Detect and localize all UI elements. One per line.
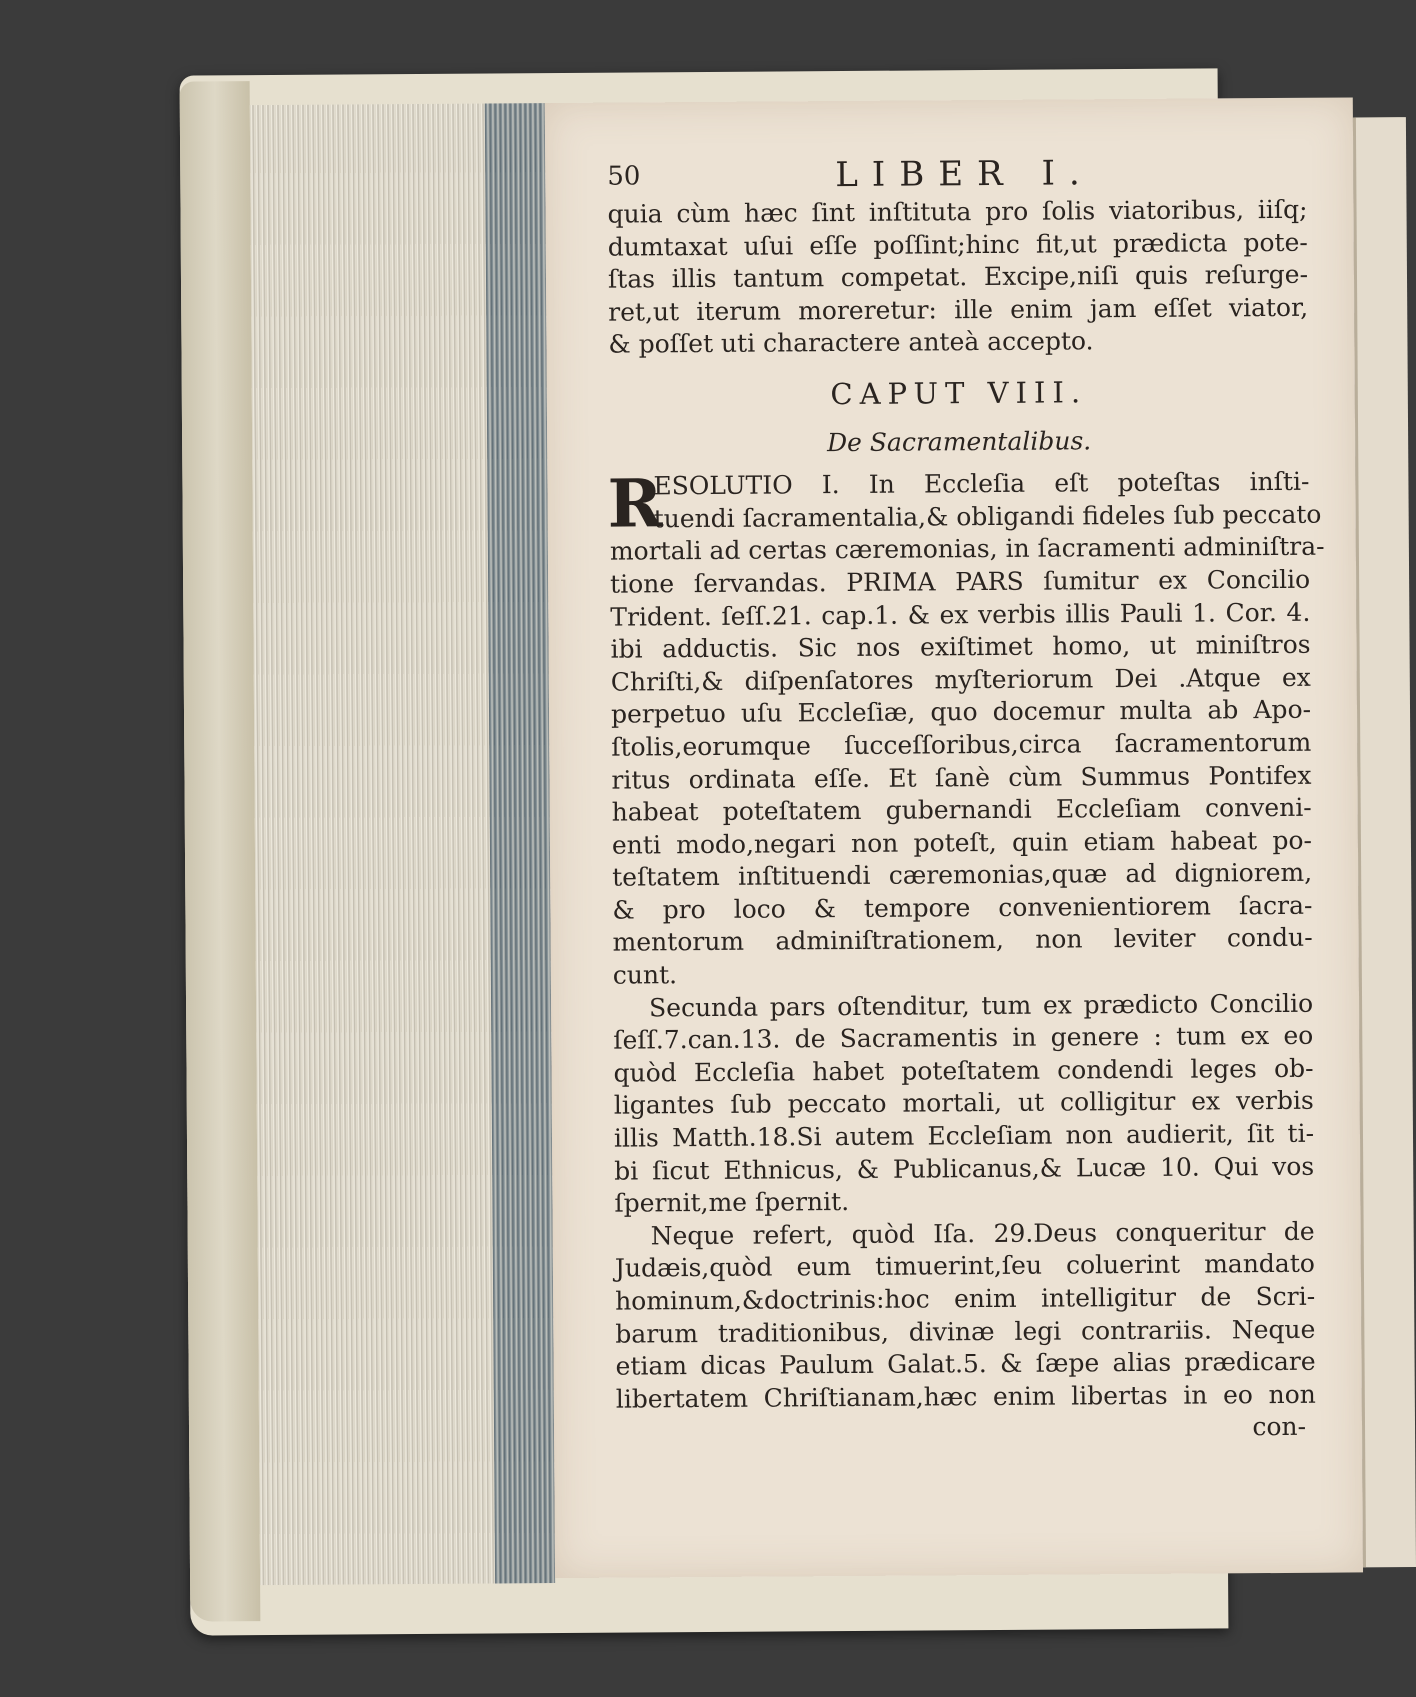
text-line: etiam dicas Paulum Galat.5. & ſæpe alias prædicare bbox=[615, 1346, 1316, 1381]
secunda-paragraph bbox=[613, 987, 1315, 1220]
text-line: cunt. bbox=[612, 960, 678, 990]
text-line: quòd Eccleſia habet poteſtatem condendi leges ob- bbox=[613, 1053, 1314, 1088]
book-spine-edge bbox=[180, 81, 261, 1621]
text-line: tuendi ſacramentalia,& obligandi fideles ſub peccato bbox=[653, 499, 1322, 534]
text-line: dumtaxat uſui eſſe poſſint;hinc fit,ut prædicta pote- bbox=[607, 227, 1308, 262]
text-line: Neque refert, quòd Iſa. 29.Deus conqueritur de bbox=[650, 1216, 1315, 1251]
paragraph-opening bbox=[607, 194, 1308, 362]
text-line: mentorum adminiſtrationem, non leviter condu- bbox=[612, 923, 1313, 958]
text-line: ret,ut iterum moreretur: ille enim jam eſſet viator, bbox=[608, 292, 1309, 327]
text-line: perpetuo uſu Eccleſiæ, quo docemur multa ab Apo- bbox=[610, 695, 1312, 729]
text-line: & poſſet uti charactere anteà accepto. bbox=[608, 326, 1094, 360]
text-line: ligantes ſub peccato mortali, ut colligitur ex verbis bbox=[613, 1086, 1314, 1121]
running-head: LIBER I. bbox=[835, 153, 1094, 196]
resolution-opening bbox=[607, 464, 1322, 543]
facing-page-edge bbox=[1353, 117, 1416, 1567]
text-line: Secunda pars oſtenditur, tum ex prædicto Concilio bbox=[648, 988, 1314, 1023]
text-line: bi ſicut Ethnicus, & Publicanus,& Lucæ 10. Qui vos bbox=[614, 1151, 1315, 1186]
text-line: quia cùm hæc ſint inſtituta pro ſolis viatoribus, iiſq; bbox=[607, 194, 1308, 229]
text-line: enti modo,negari non poteſt, quin etiam habeat po- bbox=[611, 825, 1313, 860]
text-line: & pro loco & tempore convenientiorem ſacra- bbox=[612, 890, 1313, 925]
text-line: libertatem Chriſtianam,hæc enim libertas in eo non bbox=[615, 1379, 1316, 1414]
text-line: Trident. ſeſſ.21. cap.1. & ex verbis illis Pauli 1. Cor. 4. bbox=[610, 597, 1311, 632]
text-line: ritus ordinata eſſe. Et ſanè cùm Summus Pontifex bbox=[611, 760, 1312, 795]
text-line: ſtolis,eorumque ſucceſſoribus,circa ſacramentorum bbox=[611, 727, 1312, 762]
text-line: mortali ad certas cæremonias, in ſacramenti adminiſtra- bbox=[609, 532, 1325, 566]
book-page bbox=[545, 97, 1363, 1578]
text-line: habeat poteſtatem gubernandi Eccleſiam conveni- bbox=[611, 792, 1312, 827]
resolution-paragraph bbox=[607, 464, 1325, 992]
text-line: barum traditionibus, divinæ legi contrariis. Neque bbox=[615, 1314, 1316, 1349]
text-line: teſtatem inſtituendi cæremonias,quæ ad digniorem, bbox=[612, 858, 1313, 892]
text-line: ESOLUTIO I. In Eccleſia eſt poteſtas inſti- bbox=[653, 466, 1310, 501]
text-line: tione ſervandas. PRIMA PARS ſumitur ex Concilio bbox=[610, 564, 1311, 599]
chapter-heading: CAPUT VIII. bbox=[830, 375, 1088, 412]
text-line: ſtas illis tantum competat. Excipe,niſi quis reſurge- bbox=[607, 259, 1309, 294]
text-line: Judæis,quòd eum timuerint,ſeu coluerint mandato bbox=[614, 1249, 1315, 1284]
text-line: ibi adductis. Sic nos exiſtimet homo, ut miniſtros bbox=[610, 629, 1311, 664]
text-line: Chriſti,& diſpenſatores myſteriorum Dei .Atque ex bbox=[610, 662, 1311, 697]
text-line: illis Matth.18.Si autem Eccleſiam non audierit, ſit ti- bbox=[613, 1118, 1315, 1153]
page-text bbox=[607, 153, 1325, 1449]
page-edges bbox=[250, 103, 555, 1585]
neque-paragraph bbox=[615, 1216, 1316, 1416]
drop-cap: R bbox=[607, 464, 663, 543]
page-header bbox=[607, 153, 1307, 199]
catchword: con- bbox=[1252, 1412, 1307, 1442]
text-line: ſpernit,me ſpernit. bbox=[614, 1187, 850, 1218]
book bbox=[180, 68, 1325, 1635]
text-line: hominum,&doctrinis:hoc enim intelligitur de Scri- bbox=[615, 1281, 1316, 1316]
text-line: ſeſſ.7.can.13. de Sacramentis in genere : tum ex eo bbox=[613, 1021, 1314, 1055]
chapter-subtitle: De Sacramentalibus. bbox=[826, 425, 1092, 457]
page-number: 50 bbox=[607, 161, 641, 192]
